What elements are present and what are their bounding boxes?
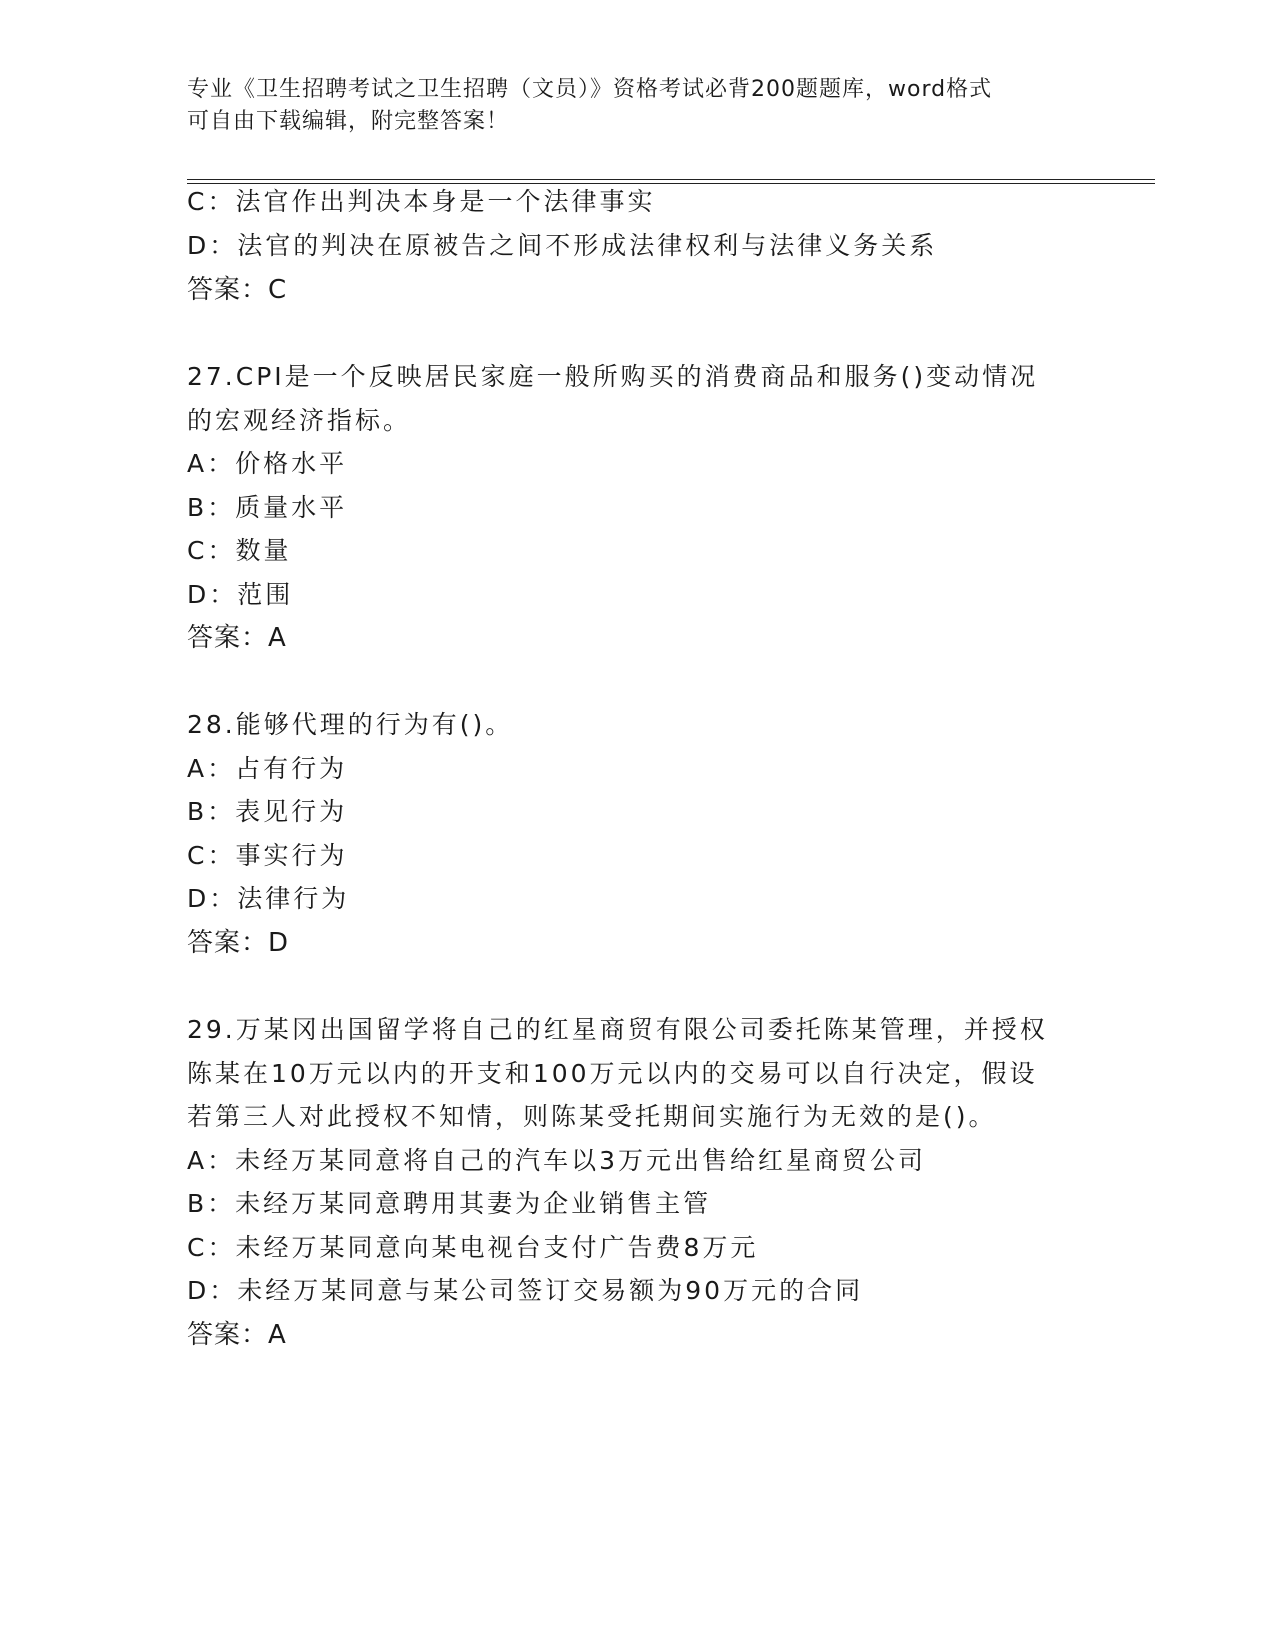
question-stem-line: 若第三人对此授权不知情，则陈某受托期间实施行为无效的是()。	[187, 1102, 997, 1131]
question-stem-line: 27.CPI是一个反映居民家庭一般所购买的消费商品和服务()变动情况	[187, 362, 1039, 391]
answer: 答案：C	[187, 275, 288, 305]
option-b: B：质量水平	[187, 493, 348, 522]
option-d: D：法官的判决在原被告之间不形成法律权利与法律义务关系	[187, 231, 938, 260]
option-c: C：数量	[187, 536, 292, 565]
header-line-1: 专业《卫生招聘考试之卫生招聘（文员）》资格考试必背200题题库，word格式	[187, 77, 993, 102]
option-b: B：表见行为	[187, 797, 348, 826]
option-c: C：未经万某同意向某电视台支付广告费8万元	[187, 1233, 759, 1262]
document-header	[187, 74, 1067, 138]
option-a: A：价格水平	[187, 449, 348, 478]
header-divider-top	[187, 179, 1155, 180]
option-c: C：事实行为	[187, 841, 348, 870]
question-stem-line: 陈某在10万元以内的开支和100万元以内的交易可以自行决定，假设	[187, 1059, 1038, 1088]
option-d: D：法律行为	[187, 884, 350, 913]
question-stem-line: 28.能够代理的行为有()。	[187, 710, 514, 739]
option-a: A：未经万某同意将自己的汽车以3万元出售给红星商贸公司	[187, 1146, 927, 1175]
option-c: C：法官作出判决本身是一个法律事实	[187, 187, 656, 216]
answer: 答案：A	[187, 623, 287, 653]
option-d: D：范围	[187, 580, 294, 609]
option-d: D：未经万某同意与某公司签订交易额为90万元的合同	[187, 1276, 864, 1305]
answer: 答案：D	[187, 928, 290, 958]
question-stem-line: 的宏观经济指标。	[187, 406, 412, 435]
answer: 答案：A	[187, 1320, 287, 1350]
question-stem-line: 29.万某冈出国留学将自己的红星商贸有限公司委托陈某管理，并授权	[187, 1015, 1048, 1044]
option-a: A：占有行为	[187, 754, 348, 783]
option-b: B：未经万某同意聘用其妻为企业销售主管	[187, 1189, 712, 1218]
header-line-2: 可自由下载编辑，附完整答案！	[187, 109, 510, 134]
